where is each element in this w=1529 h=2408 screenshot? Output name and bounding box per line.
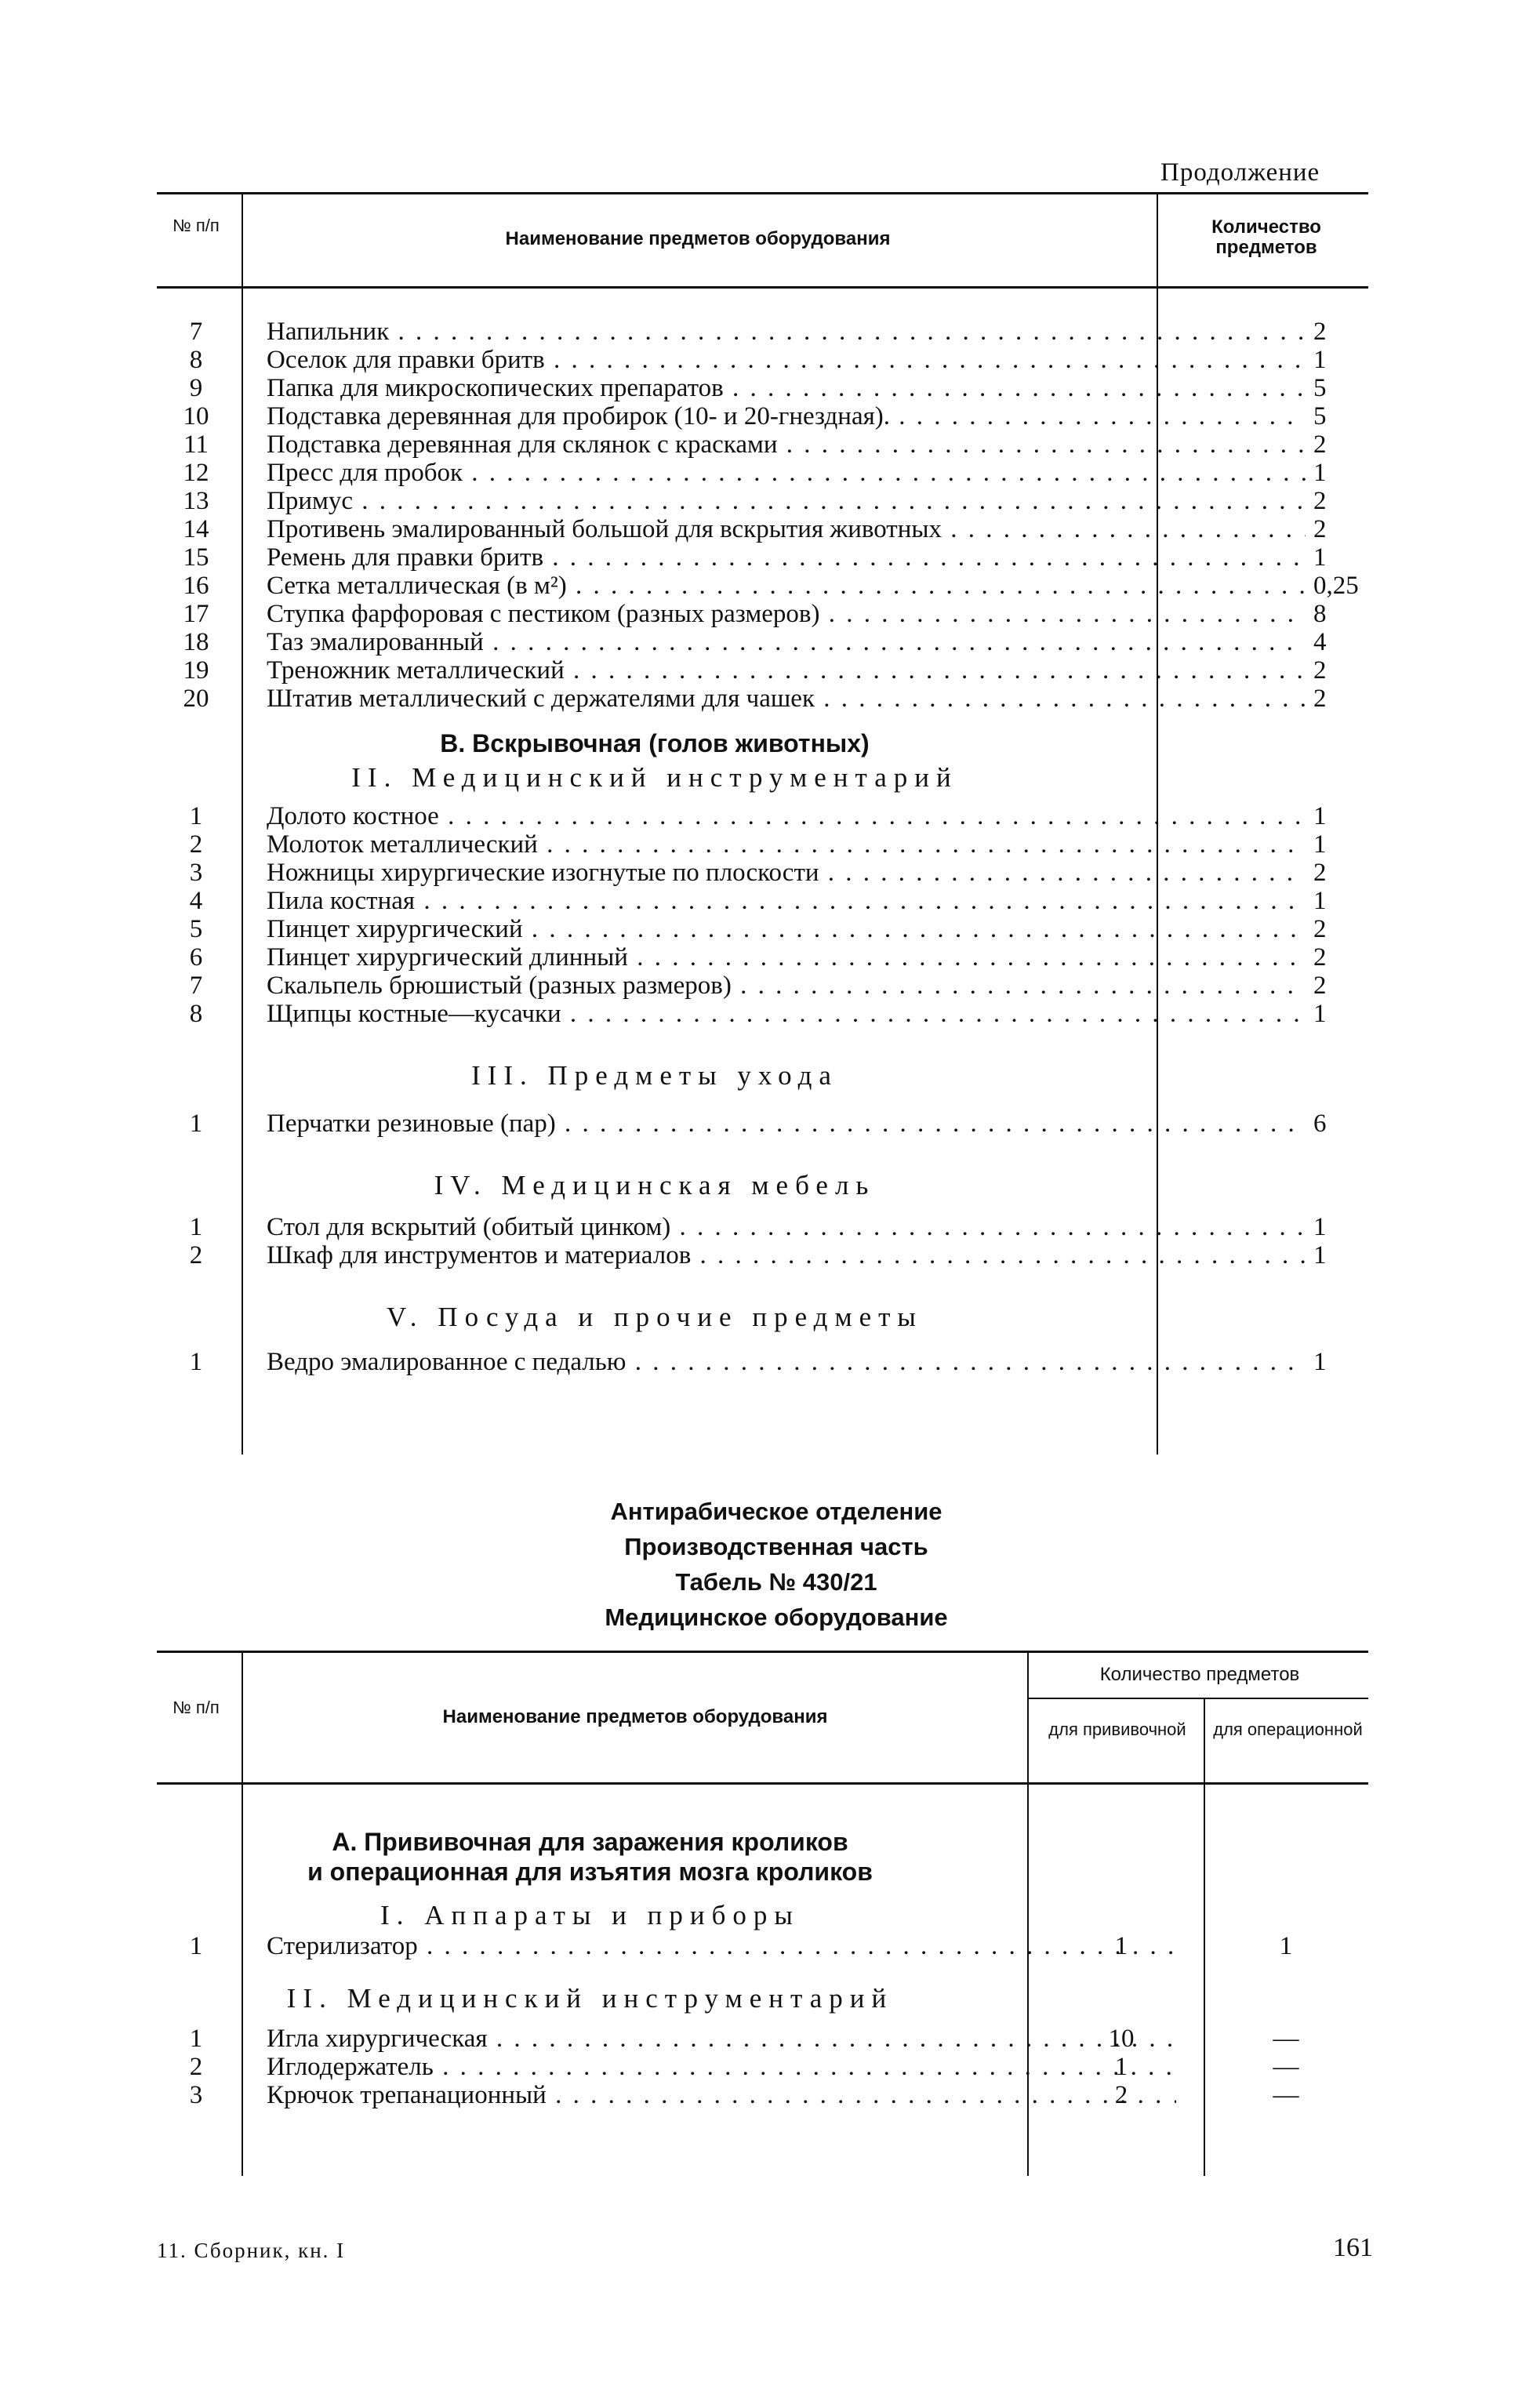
row-name: Скальпель брюшистый (разных размеров) . . . (267, 972, 1306, 1000)
table-top-rule (157, 1651, 1368, 1653)
section-title: В. Вскрывочная (голов животных) (440, 729, 870, 757)
row-number: 3 (189, 2081, 203, 2109)
row-qty-vaccination: 10 (1108, 2025, 1135, 2053)
header-qty-vaccination: для прививочной (1048, 1720, 1186, 1739)
row-name: Молоток металлический . . . (267, 830, 1306, 859)
row-number: 16 (183, 572, 209, 600)
table-row (157, 346, 1368, 374)
row-number: 2 (189, 830, 203, 859)
row-qty: 2 (1313, 318, 1327, 346)
rows-group (157, 1932, 1368, 1960)
table-row (157, 600, 1368, 628)
table-row (157, 1241, 1368, 1269)
header-name: Наименование предметов оборудования (442, 1706, 828, 1727)
row-number: 19 (183, 656, 209, 685)
table-row (157, 515, 1368, 543)
row-name: Пинцет хирургический . . . (267, 915, 1306, 943)
row-qty: 1 (1313, 802, 1327, 830)
header-qty: Количество предметов (1211, 216, 1321, 258)
rows-group (157, 1348, 1368, 1376)
row-qty: 0,25 (1313, 572, 1359, 600)
row-qty: 1 (1313, 1213, 1327, 1241)
row-name: Папка для микроскопических препаратов . . . (267, 374, 1306, 402)
row-name: Оселок для правки бритв . . . (267, 346, 1306, 374)
row-qty: 5 (1313, 402, 1327, 430)
row-name: Иглодержатель . . . (267, 2053, 1176, 2081)
row-name: Примус . . . (267, 487, 1306, 515)
rows-group (157, 802, 1368, 1028)
row-name: Пила костная . . . (267, 887, 1306, 915)
row-number: 1 (189, 1932, 203, 1960)
equipment-table-continued (157, 192, 1368, 1455)
table-row (157, 830, 1368, 859)
row-number: 13 (183, 487, 209, 515)
table-body (157, 1827, 1368, 2109)
subheader-rule (1027, 1698, 1368, 1699)
row-qty: 1 (1313, 1348, 1327, 1376)
row-number: 1 (189, 802, 203, 830)
row-name: Ведро эмалированное с педалью . . . (267, 1348, 1306, 1376)
table-header-rule (157, 1782, 1368, 1785)
table-row (157, 887, 1368, 915)
row-qty-vaccination: 2 (1114, 2081, 1128, 2109)
row-qty: 2 (1313, 915, 1327, 943)
row-qty: 2 (1313, 943, 1327, 972)
row-name: Ступка фарфоровая с пестиком (разных размеров) . . . (267, 600, 1306, 628)
table-row (157, 685, 1368, 713)
table-row (157, 402, 1368, 430)
table-row (157, 430, 1368, 459)
section-subtitle: II. Медицинский инструментарий (286, 1983, 894, 2014)
row-name: Штатив металлический с держателями для чашек . . . (267, 685, 1306, 713)
table-row (157, 1000, 1368, 1028)
section-title: V. Посуда и прочие предметы (387, 1302, 923, 1332)
row-qty: 1 (1313, 1000, 1327, 1028)
table-row (157, 572, 1368, 600)
table-row (157, 972, 1368, 1000)
row-qty: 2 (1313, 430, 1327, 459)
section-subtitle: II. Медицинский инструментарий (351, 762, 958, 793)
section-titles (470, 1494, 1082, 1635)
row-qty-operating: — (1273, 2081, 1299, 2109)
header-num: № п/п (173, 216, 220, 235)
row-name: Ремень для правки бритв . . . (267, 543, 1306, 572)
row-name: Крючок трепанационный . . . (267, 2081, 1176, 2109)
row-number: 2 (189, 2053, 203, 2081)
header-name: Наименование предметов оборудования (505, 228, 891, 249)
table-row (157, 1932, 1368, 1960)
row-name: Подставка деревянная для склянок с красками . . . (267, 430, 1306, 459)
section-title: III. Предметы ухода (471, 1060, 838, 1091)
section-subtitle: I. Аппараты и приборы (380, 1900, 800, 1930)
rows-group (157, 318, 1368, 713)
row-name: Стол для вскрытий (обитый цинком) . . . (267, 1213, 1306, 1241)
row-qty: 4 (1313, 628, 1327, 656)
table-row (157, 2025, 1368, 2053)
page-number: 161 (1333, 2233, 1373, 2262)
table-row (157, 1110, 1368, 1138)
rows-group (157, 1213, 1368, 1269)
table-row (157, 628, 1368, 656)
row-name: Таз эмалированный . . . (267, 628, 1306, 656)
row-number: 7 (189, 318, 203, 346)
row-name: Треножник металлический . . . (267, 656, 1306, 685)
row-number: 17 (183, 600, 209, 628)
header-qty: Количество предметов (1099, 1664, 1300, 1685)
row-name: Щипцы костные—кусачки . . . (267, 1000, 1306, 1028)
row-number: 15 (183, 543, 209, 572)
part-title: Производственная часть (624, 1533, 928, 1560)
row-qty-operating: — (1273, 2025, 1299, 2053)
section-title: и операционная для изъятия мозга кроликов (307, 1858, 873, 1886)
table-caption: Медицинское оборудование (605, 1604, 948, 1631)
row-number: 3 (189, 859, 203, 887)
row-number: 18 (183, 628, 209, 656)
table-row (157, 656, 1368, 685)
row-number: 8 (189, 1000, 203, 1028)
row-name: Игла хирургическая . . . (267, 2025, 1176, 2053)
row-name: Противень эмалированный большой для вскрытия животных . . . (267, 515, 1306, 543)
table-row (157, 374, 1368, 402)
row-number: 12 (183, 459, 209, 487)
row-number: 1 (189, 1348, 203, 1376)
row-number: 9 (189, 374, 203, 402)
row-number: 1 (189, 1110, 203, 1138)
table-header-rule (157, 286, 1368, 289)
table-row (157, 2053, 1368, 2081)
row-qty: 1 (1313, 830, 1327, 859)
table-row (157, 318, 1368, 346)
row-name: Стерилизатор . . . (267, 1932, 1176, 1960)
row-name: Пресс для пробок . . . (267, 459, 1306, 487)
table-number: Табель № 430/21 (675, 1568, 877, 1596)
continuation-label: Продолжение (1160, 158, 1320, 187)
row-qty: 1 (1313, 1241, 1327, 1269)
row-number: 8 (189, 346, 203, 374)
table-row (157, 859, 1368, 887)
row-qty: 1 (1313, 887, 1327, 915)
header-qty-operating: для операционной (1213, 1720, 1363, 1739)
row-qty: 2 (1313, 487, 1327, 515)
row-qty: 1 (1313, 346, 1327, 374)
table-row (157, 915, 1368, 943)
rows-group (157, 2025, 1368, 2109)
row-qty-vaccination: 1 (1114, 2053, 1128, 2081)
row-number: 10 (183, 402, 209, 430)
table-row (157, 459, 1368, 487)
row-number: 5 (189, 915, 203, 943)
row-number: 4 (189, 887, 203, 915)
row-qty: 2 (1313, 972, 1327, 1000)
row-qty: 2 (1313, 859, 1327, 887)
row-qty-vaccination: 1 (1114, 1932, 1128, 1960)
row-qty: 1 (1313, 459, 1327, 487)
row-number: 7 (189, 972, 203, 1000)
rows-group (157, 1110, 1368, 1138)
row-number: 14 (183, 515, 209, 543)
row-name: Сетка металлическая (в м²) . . . (267, 572, 1306, 600)
row-number: 20 (183, 685, 209, 713)
row-name: Ножницы хирургические изогнутые по плоскости . . . (267, 859, 1306, 887)
row-name: Перчатки резиновые (пар) . . . (267, 1110, 1306, 1138)
table-row (157, 802, 1368, 830)
table-body (157, 318, 1368, 1376)
section-title: А. Прививочная для заражения кроликов (332, 1828, 848, 1856)
table-row (157, 2081, 1368, 2109)
table-row (157, 1213, 1368, 1241)
row-name: Напильник . . . (267, 318, 1306, 346)
row-number: 6 (189, 943, 203, 972)
footer-source: 11. Сборник, кн. I (157, 2239, 346, 2262)
row-number: 2 (189, 1241, 203, 1269)
table-row (157, 1348, 1368, 1376)
row-qty: 8 (1313, 600, 1327, 628)
table-row (157, 543, 1368, 572)
row-qty-operating: — (1273, 2053, 1299, 2081)
row-qty: 2 (1313, 515, 1327, 543)
header-num: № п/п (173, 1698, 220, 1717)
equipment-table-430-21 (157, 1651, 1368, 2176)
row-qty: 1 (1313, 543, 1327, 572)
row-qty: 2 (1313, 656, 1327, 685)
row-name: Шкаф для инструментов и материалов . . . (267, 1241, 1306, 1269)
row-qty: 6 (1313, 1110, 1327, 1138)
row-qty: 5 (1313, 374, 1327, 402)
row-qty-operating: 1 (1279, 1932, 1293, 1960)
table-top-rule (157, 192, 1368, 194)
row-name: Пинцет хирургический длинный . . . (267, 943, 1306, 972)
row-name: Подставка деревянная для пробирок (10- и 20-гнездная). . . . (267, 402, 1306, 430)
row-number: 11 (183, 430, 209, 459)
department-title: Антирабическое отделение (610, 1498, 942, 1525)
row-qty: 2 (1313, 685, 1327, 713)
row-number: 1 (189, 1213, 203, 1241)
table-row (157, 487, 1368, 515)
row-name: Долото костное . . . (267, 802, 1306, 830)
table-row (157, 943, 1368, 972)
section-title: IV. Медицинская мебель (434, 1170, 876, 1200)
row-number: 1 (189, 2025, 203, 2053)
